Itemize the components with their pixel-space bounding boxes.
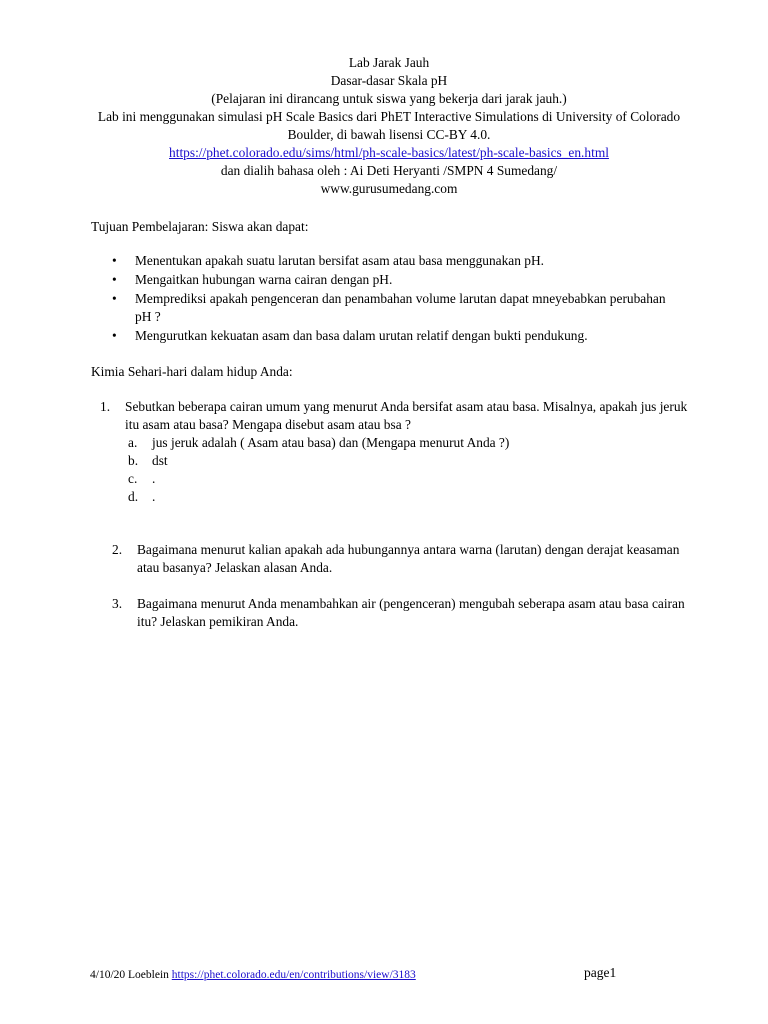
objectives-heading: Tujuan Pembelajaran: Siswa akan dapat: xyxy=(91,219,309,234)
objective-item: • Memprediksi apakah pengenceran dan penambahan volume larutan dapat mneyebabkan perubahan pH ? xyxy=(112,291,666,324)
daily-heading: Kimia Sehari-hari dalam hidup Anda: xyxy=(91,364,293,379)
answer-item: b. dst xyxy=(128,453,168,468)
bullet-icon: • xyxy=(112,272,117,287)
objective-item: • Mengaitkan hubungan warna cairan dengan pH. xyxy=(112,272,393,287)
page-footer xyxy=(90,966,630,984)
objectives-list-container xyxy=(91,252,691,346)
simulation-link[interactable]: https://phet.colorado.edu/sims/html/ph-scale-basics/latest/ph-scale-basics_en.html xyxy=(169,145,609,160)
question-text: Sebutkan beberapa cairan umum yang menurut Anda bersifat asam atau basa. Misalnya, apakah jus jeruk itu asam atau basa? Mengapa disebut asam atau bsa ? xyxy=(125,399,688,432)
objective-item: • Mengurutkan kekuatan asam dan basa dalam urutan relatif dengan bukti pendukung. xyxy=(112,328,588,343)
question-1 xyxy=(100,398,702,506)
answer-list xyxy=(112,434,702,506)
objectives-section xyxy=(91,218,691,236)
question-number: 2. xyxy=(112,542,123,557)
doc-note: (Pelajaran ini dirancang untuk siswa yang bekerja dari jarak jauh.) xyxy=(211,91,567,106)
answer-item: d. . xyxy=(128,489,156,504)
answer-item: c. . xyxy=(128,471,156,486)
doc-license: Lab ini menggunakan simulasi pH Scale Basics dari PhET Interactive Simulations di University of Colorado Boulder, di bawah lisensi CC-BY 4.0. xyxy=(97,109,681,142)
translator-credit: dan dialih bahasa oleh : Ai Deti Heryanti /SMPN 4 Sumedang/ xyxy=(220,163,558,178)
doc-title: Lab Jarak Jauh xyxy=(348,55,430,70)
doc-subtitle: Dasar-dasar Skala pH xyxy=(330,73,448,88)
objectives-list xyxy=(91,252,691,345)
question-text: Bagaimana menurut kalian apakah ada hubungannya antara warna (larutan) dengan derajat keasaman atau basanya? Jelaskan alasan Anda. xyxy=(137,542,680,575)
question-number: 1. xyxy=(100,399,111,414)
bullet-icon: • xyxy=(112,291,117,306)
question-text: Bagaimana menurut Anda menambahkan air (pengenceran) mengubah seberapa asam atau basa cairan itu? Jelaskan pemikiran Anda. xyxy=(137,596,685,629)
page-number: page1 xyxy=(584,965,617,980)
footer-date-author: 4/10/20 Loeblein xyxy=(90,969,169,981)
document-header xyxy=(86,54,692,198)
bullet-icon: • xyxy=(112,253,117,268)
question-number: 3. xyxy=(112,596,123,611)
footer-link[interactable]: https://phet.colorado.edu/en/contributions/view/3183 xyxy=(171,969,416,981)
daily-section xyxy=(91,363,691,381)
website: www.gurusumedang.com xyxy=(320,181,458,196)
question-2 xyxy=(112,541,694,577)
bullet-icon: • xyxy=(112,328,117,343)
objective-item: • Menentukan apakah suatu larutan bersifat asam atau basa menggunakan pH. xyxy=(112,253,545,268)
answer-item: a. jus jeruk adalah ( Asam atau basa) dan (Mengapa menurut Anda ?) xyxy=(128,435,510,450)
question-3 xyxy=(112,595,694,631)
